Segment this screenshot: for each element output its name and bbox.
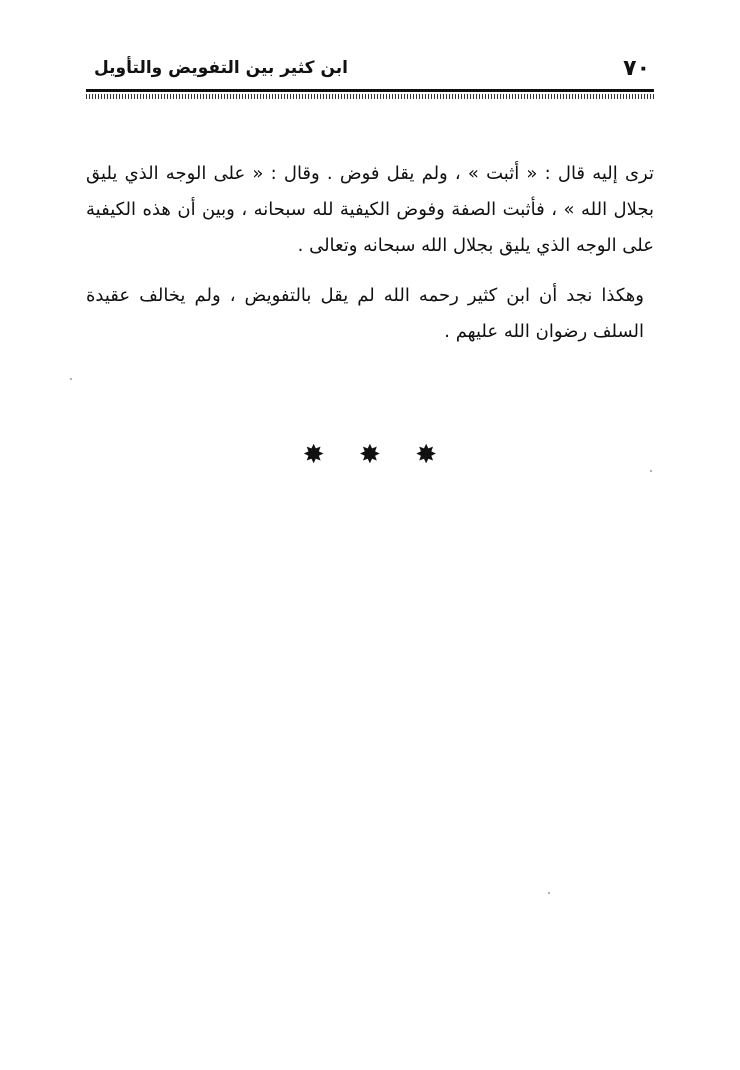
header-rule <box>86 89 654 92</box>
scan-speck <box>548 892 550 894</box>
ornament-star-icon: ✸ <box>302 440 339 470</box>
header-hatch-rule <box>86 94 654 99</box>
paragraph-1: ترى إليه قال : « أثبت » ، ولم يقل فوض . وقال : « على الوجه الذي يليق بجلال الله » ، فأثبت الصفة وفوض الكيفية لله سبحانه ، وبين أن هذه الكيفية على الوجه الذي يليق بجلال الله سبحانه وتعالى . <box>86 163 654 256</box>
ornament-star-icon: ✸ <box>359 440 395 470</box>
page-header <box>86 52 654 86</box>
page-number: ٧٠ <box>623 56 650 81</box>
paragraph-2: وهكذا نجد أن ابن كثير رحمه الله لم يقل بالتفويض ، ولم يخالف عقيدة السلف رضوان الله عليهم . <box>86 285 644 342</box>
running-title: ابن كثير بين التفويض والتأويل <box>94 58 348 78</box>
section-ornament <box>0 440 740 470</box>
scan-speck <box>70 378 72 380</box>
body-text <box>86 156 654 364</box>
ornament-star-icon: ✸ <box>415 440 452 470</box>
scan-speck <box>650 470 652 472</box>
